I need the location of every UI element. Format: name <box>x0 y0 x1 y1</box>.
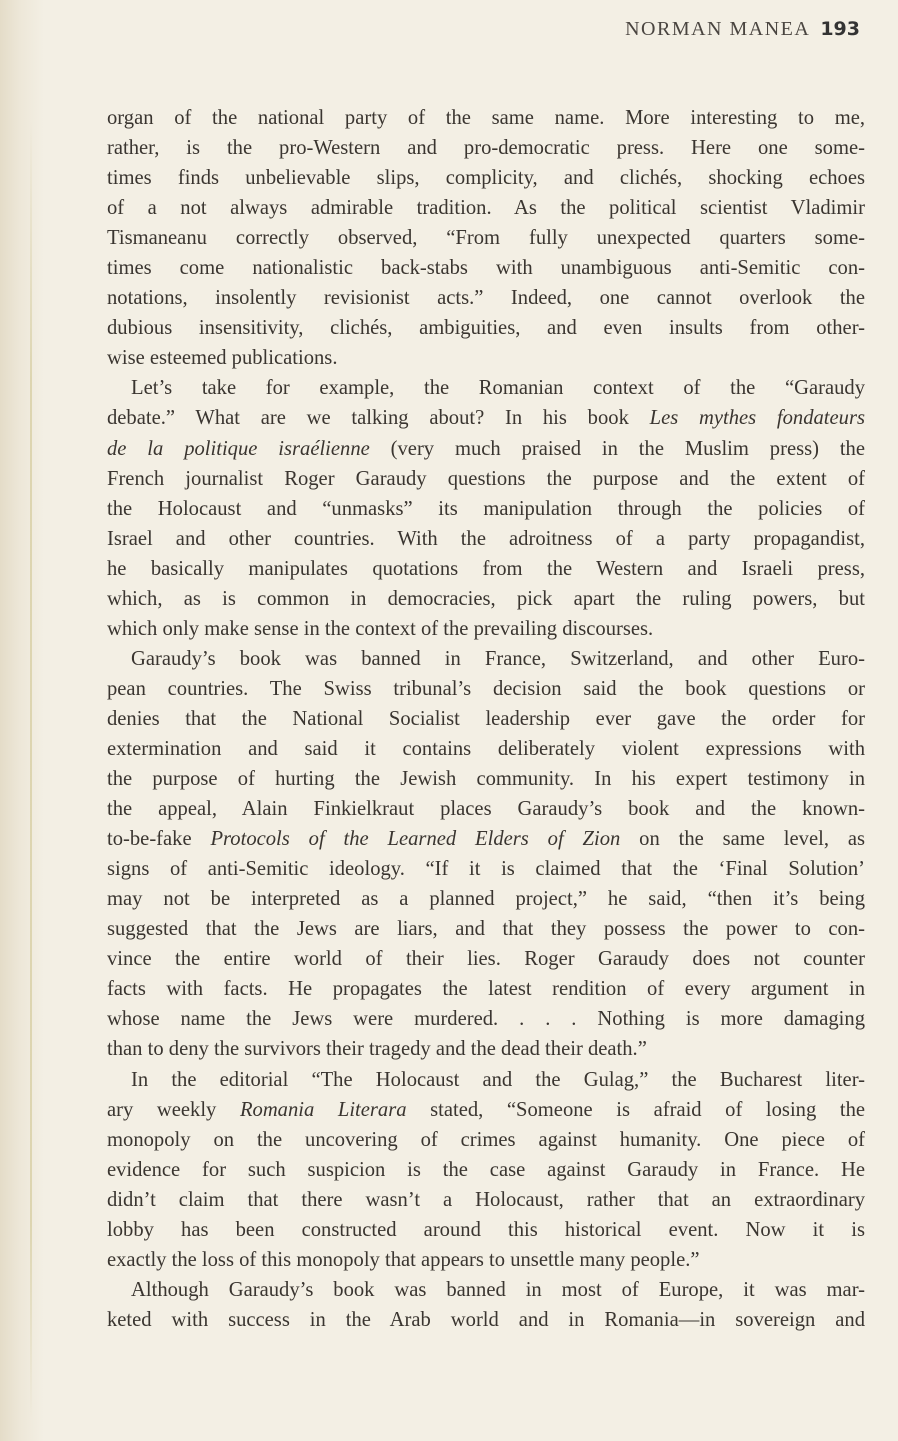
text-line: notations, insolently revisionist acts.” Indeed, one cannot overlook the <box>107 287 865 310</box>
text-line: Tismaneanu correctly observed, “From fully unexpected quarters some- <box>107 227 865 250</box>
text-line: Garaudy’s book was banned in France, Switzerland, and other Euro- <box>131 647 865 670</box>
running-header-author: NORMAN MANEA <box>625 18 811 40</box>
italic-title: Protocols of the Learned Elders of Zion <box>210 828 621 851</box>
text-line: dubious insensitivity, clichés, ambiguities, and even insults from other- <box>107 317 865 340</box>
text-line: denies that the National Socialist leadership ever gave the order for <box>107 707 865 730</box>
text-line: keted with success in the Arab world and in Romania—in sovereign and <box>107 1308 865 1331</box>
text-line: Israel and other countries. With the adroitness of a party propagandist, <box>107 527 865 550</box>
text-line: vince the entire world of their lies. Roger Garaudy does not counter <box>107 948 865 971</box>
text-segment: on the same level, as <box>620 828 865 851</box>
page-number: 193 <box>820 18 860 40</box>
page-gutter <box>0 0 44 1441</box>
text-line: which only make sense in the context of the prevailing discourses. <box>107 617 654 640</box>
text-line <box>107 403 865 433</box>
text-segment: stated, “Someone is afraid of losing the <box>406 1098 865 1121</box>
text-line: evidence for such suspicion is the case against Garaudy in France. He <box>107 1158 865 1181</box>
text-line: wise esteemed publications. <box>107 347 338 370</box>
text-line: the appeal, Alain Finkielkraut places Garaudy’s book and the known- <box>107 798 865 821</box>
text-line: the Holocaust and “unmasks” its manipulation through the policies of <box>107 497 865 520</box>
running-header <box>625 18 860 41</box>
text-segment: debate.” What are we talking about? In his book <box>107 407 650 430</box>
text-line: which, as is common in democracies, pick apart the ruling powers, but <box>107 587 865 610</box>
text-line: Although Garaudy’s book was banned in most of Europe, it was mar- <box>131 1278 865 1301</box>
text-line <box>107 434 865 464</box>
text-segment: to-be-fake <box>107 828 211 851</box>
text-line: signs of anti-Semitic ideology. “If it is claimed that the ‘Final Solution’ <box>107 858 865 881</box>
text-line: pean countries. The Swiss tribunal’s decision said the book questions or <box>107 677 865 700</box>
italic-title: de la politique israélienne <box>107 437 370 460</box>
text-line: facts with facts. He propagates the latest rendition of every argument in <box>107 978 865 1001</box>
text-line: the purpose of hurting the Jewish community. In his expert testimony in <box>107 768 865 791</box>
italic-title: Les mythes fondateurs <box>649 407 865 430</box>
text-line: of a not always admirable tradition. As the political scientist Vladimir <box>107 197 865 220</box>
text-segment: (very much praised in the Muslim press) the <box>369 437 865 460</box>
text-line: he basically manipulates quotations from the Western and Israeli press, <box>107 557 865 580</box>
text-line: suggested that the Jews are liars, and that they possess the power to con- <box>107 918 865 941</box>
text-line: didn’t claim that there wasn’t a Holocaust, rather that an extraordinary <box>107 1188 865 1211</box>
text-line: whose name the Jews were murdered. . . . Nothing is more damaging <box>107 1008 865 1031</box>
text-line: may not be interpreted as a planned project,” he said, “then it’s being <box>107 888 865 911</box>
text-line: lobby has been constructed around this historical event. Now it is <box>107 1218 865 1241</box>
text-line: French journalist Roger Garaudy questions the purpose and the extent of <box>107 467 865 490</box>
text-line: In the editorial “The Holocaust and the Gulag,” the Bucharest liter- <box>131 1068 865 1091</box>
text-line: times finds unbelievable slips, complicity, and clichés, shocking echoes <box>107 167 865 190</box>
text-line: monopoly on the uncovering of crimes against humanity. One piece of <box>107 1128 865 1151</box>
body-text <box>107 103 865 1335</box>
text-line: rather, is the pro-Western and pro-democratic press. Here one some- <box>107 137 865 160</box>
text-segment: ary weekly <box>107 1098 240 1121</box>
text-line: extermination and said it contains deliberately violent expressions with <box>107 737 865 760</box>
text-line: organ of the national party of the same name. More interesting to me, <box>107 107 865 129</box>
text-line: Let’s take for example, the Romanian context of the “Garaudy <box>131 377 865 400</box>
text-line <box>107 824 865 854</box>
italic-title: Romania Literara <box>239 1098 407 1121</box>
text-line: times come nationalistic back-stabs with unambiguous anti-Semitic con- <box>107 257 865 280</box>
text-line: than to deny the survivors their tragedy and the dead their death.” <box>107 1038 647 1061</box>
text-line <box>107 1095 865 1125</box>
binding-shadow <box>30 120 32 1420</box>
text-line: exactly the loss of this monopoly that appears to unsettle many people.” <box>107 1248 700 1271</box>
